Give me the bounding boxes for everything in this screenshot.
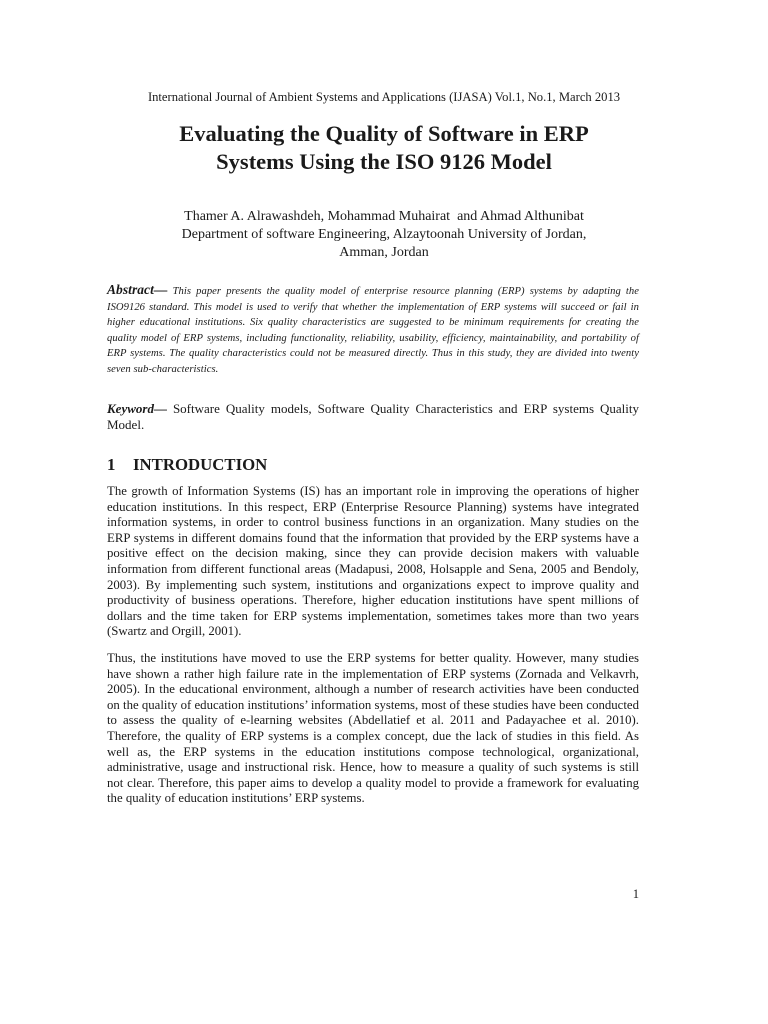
abstract <box>107 282 639 378</box>
paper-title-line-2: Systems Using the ISO 9126 Model <box>216 149 552 174</box>
intro-paragraph-2: Thus, the institutions have moved to use the ERP systems for better quality. However, many studies have shown a rather high failure rate in the implementation of ERP systems (Zornada and Velkavrh, 2005). In the educational environment, although a number of research activities have been conducted on the quality of education institutions’ information systems, most of these studies have been conducted to assess the quality of e-learning websites (Abdellatief et al. 2011 and Padayachee et al. 2010). Therefore, the quality of ERP systems is a complex concept, due the lack of studies in this field. As well as, the ERP systems in the education institutions compose technological, organizational, administrative, usage and instructional risk. Hence, how to measure a quality of such systems is still not clear. Therefore, this paper aims to develop a quality model to provide a framework for evaluating the quality of education institutions’ ERP systems. <box>107 651 639 806</box>
page-number: 1 <box>632 887 639 901</box>
abstract-text: This paper presents the quality model of enterprise resource planning (ERP) systems by adapting the ISO9126 standard. This model is used to verify that whether the implementation of ERP systems will succeed or fail in higher educational institutions. Six quality characteristics are suggested to be minimum requirements for creating the quality model of ERP systems, including functionality, reliability, usability, efficiency, maintainability, and portability of ERP systems. The quality characteristics could not be measured directly. Thus in this study, they are divided into twenty seven sub-characteristics. <box>107 286 639 375</box>
section-number: 1 <box>107 455 116 474</box>
section-heading <box>107 455 267 475</box>
intro-paragraph-1: The growth of Information Systems (IS) has an important role in improving the operations of higher education institutions. In this respect, ERP (Enterprise Resource Planning) systems have integrated information systems, in order to control business functions in an organization. Many studies on the ERP systems in different domains found that the information that provided by the ERP systems have a positive effect on the decision making, since they can provide decision makers with valuable information from different functional areas (Madapusi, 2008, Holsapple and Sena, 2005 and Bendoly, 2003). By implementing such system, institutions and organizations expect to improve quality and productivity of business operations. Therefore, higher education institutions have spent millions of dollars and the time taken for ERP systems implementation, sometimes takes more than two years (Swartz and Orgill, 2001). <box>107 484 639 639</box>
author-block <box>60 208 708 262</box>
keyword-label: Keyword— <box>107 401 167 416</box>
journal-header: International Journal of Ambient Systems and Applications (IJASA) Vol.1, No.1, March 2013 <box>147 90 621 104</box>
author-location: Amman, Jordan <box>339 245 429 260</box>
author-affiliation: Department of software Engineering, Alzaytoonah University of Jordan, <box>181 227 587 242</box>
abstract-label: Abstract— <box>107 282 168 297</box>
keyword-text: Software Quality models, Software Quality Characteristics and ERP systems Quality Model. <box>107 401 639 432</box>
section-title: INTRODUCTION <box>133 455 268 474</box>
keywords <box>107 401 639 433</box>
author-names: Thamer A. Alrawashdeh, Mohammad Muhairat and Ahmad Althunibat <box>184 209 584 224</box>
paper-title-line-1: Evaluating the Quality of Software in ERP <box>179 121 589 146</box>
paper-title <box>60 120 708 176</box>
